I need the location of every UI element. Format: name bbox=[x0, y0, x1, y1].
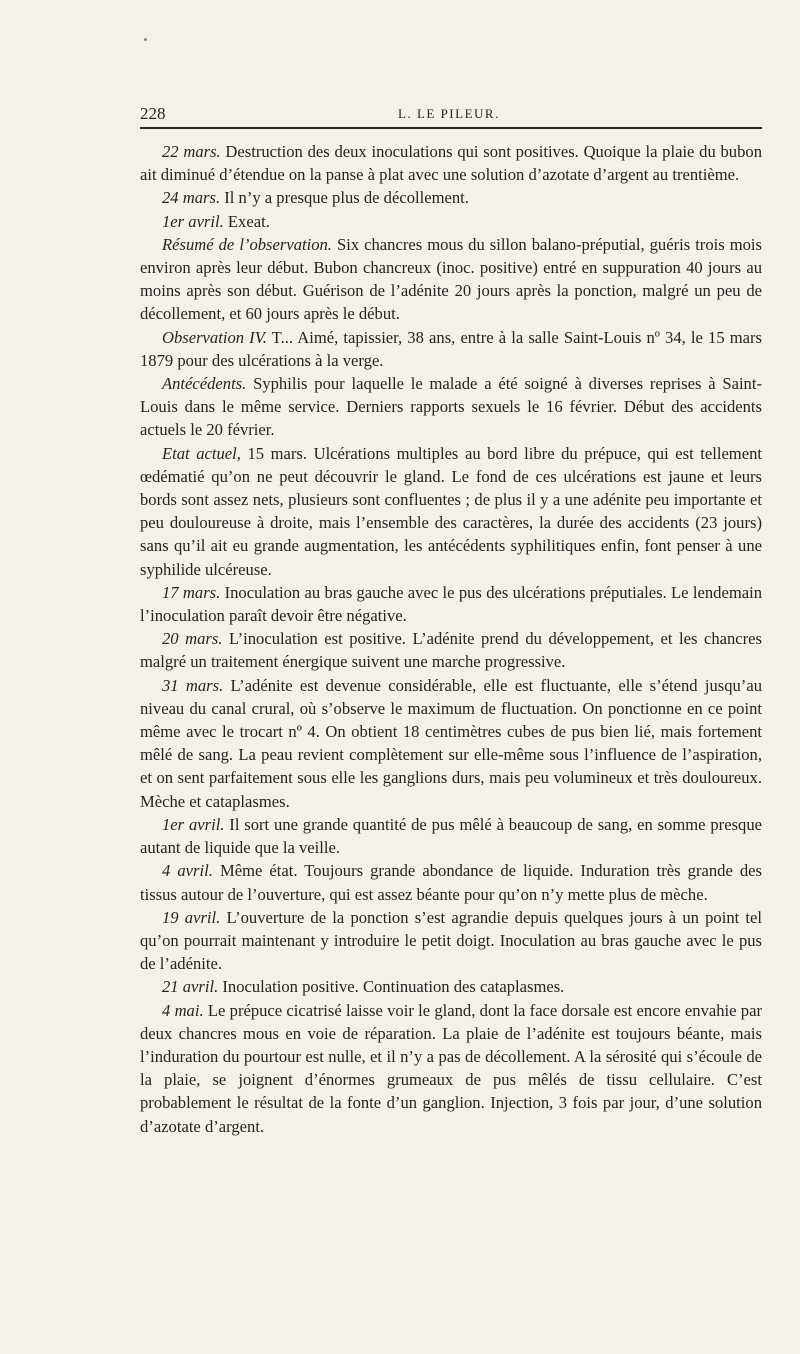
paragraph bbox=[140, 813, 762, 859]
paragraph-text: Destruction des deux inoculations qui sont positives. Quoique la plaie du bubon ait diminué d’étendue on la panse à plat avec une solution d’azotate d’argent au trentième. bbox=[140, 142, 762, 185]
paragraph-text: Il sort une grande quantité de pus mêlé à beaucoup de sang, en somme presque autant de liquide que la veille. bbox=[140, 814, 762, 858]
page-number: 228 bbox=[140, 104, 166, 123]
paragraph bbox=[140, 975, 762, 998]
paragraph-lead: Résumé de l’observation. bbox=[162, 234, 332, 254]
paragraph-text: Le prépuce cicatrisé laisse voir le gland, dont la face dorsale est encore envahie par deux chancres mous en voie de réparation. La plaie de l’adénite est toujours béante, mais l’induration du pourtour est nulle, et il n’y a pas de décollement. A la sérosité qui s’écoule de la plaie, se joignent d’énormes grumeaux de pus mêlés de tissu cellulaire. C’est probablement le résultat de la fonte d’un ganglion. Injection, 3 fois par jour, d’une solution d’azotate d’argent. bbox=[140, 1000, 762, 1136]
body-text bbox=[140, 140, 762, 1138]
paragraph bbox=[140, 859, 762, 905]
paragraph-text: Six chancres mous du sillon balano-préputial, guéris trois mois environ après leur début. Bubon chancreux (inoc. positive) entré en suppuration 40 jours au moins après son début. Guérison de l’adénite 20 jours après la ponction, malgré un peu de décollement, et 60 jours après le début. bbox=[140, 234, 762, 324]
header-rule bbox=[140, 127, 762, 129]
paragraph-text: T... Aimé, tapissier, 38 ans, entre à la salle Saint-Louis nº 34, le 15 mars 1879 pour des ulcérations à la verge. bbox=[140, 327, 762, 370]
paragraph-text: Il n’y a presque plus de décollement. bbox=[220, 188, 469, 208]
paragraph-text: Inoculation positive. Continuation des cataplasmes. bbox=[218, 977, 565, 997]
paragraph-text: L’adénite est devenue considérable, elle est fluctuante, elle s’étend jusqu’au niveau du canal crural, où s’observe le maximum de fluctuation. On ponctionne en ce point même avec le trocart nº 4. On obtient 18 centimètres cubes de pus bien lié, mais fortement mêlé de sang. La peau revient complètement sur elle-même sous l’influence de l’aspiration, et on sent parfaitement sous elle les ganglions durs, mais peu volumineux et très douloureux. Mèche et cataplasmes. bbox=[140, 675, 762, 811]
paragraph-lead: 1er avril. bbox=[162, 211, 224, 231]
running-head: L. LE PILEUR. bbox=[398, 106, 500, 121]
paragraph-lead: 24 mars. bbox=[162, 188, 221, 208]
paragraph bbox=[140, 186, 762, 209]
paragraph bbox=[140, 999, 762, 1138]
paragraph-text: Même état. Toujours grande abondance de liquide. Induration très grande des tissus autour de l’ouverture, qui est assez béante pour qu’on n’y mette plus de mèche. bbox=[140, 861, 763, 904]
paragraph-text: Inoculation au bras gauche avec le pus des ulcérations préputiales. Le lendemain l’inoculation paraît devoir être négative. bbox=[140, 582, 762, 626]
paragraph-lead: 31 mars. bbox=[162, 675, 224, 695]
paragraph-lead: Antécédents. bbox=[162, 374, 247, 394]
paragraph-lead: Etat actuel, bbox=[162, 443, 241, 463]
paragraph-lead: 17 mars. bbox=[162, 582, 221, 602]
paragraph-text: L’inoculation est positive. L’adénite prend du développement, et les chancres malgré un traitement énergique suivent une marche progressive. bbox=[140, 629, 762, 672]
paragraph-lead: 4 avril. bbox=[162, 861, 213, 881]
paragraph bbox=[140, 233, 762, 326]
page-header bbox=[140, 100, 762, 126]
paragraph-lead: 22 mars. bbox=[162, 142, 221, 161]
paragraph bbox=[140, 627, 762, 673]
paragraph bbox=[140, 442, 762, 581]
paragraph bbox=[140, 140, 762, 186]
paragraph-text: 15 mars. Ulcérations multiples au bord libre du prépuce, qui est tellement œdématié qu’on ne peut découvrir le gland. Le fond de ces ulcérations est jaune et leurs bords sont assez nets, plusieurs sont confluentes ; de plus il y a une adénite peu importante et peu douloureuse à droite, mais l’ensemble des caractères, la durée des accidents (23 jours) sans qu’il ait eu grande augmentation, les antécédents syphilitiques enfin, font penser à une syphilide ulcéreuse. bbox=[140, 443, 762, 579]
paragraph-lead: 21 avril. bbox=[162, 977, 219, 997]
paragraph-lead: 20 mars. bbox=[162, 629, 223, 649]
paragraph bbox=[140, 372, 762, 442]
paragraph-lead: 19 avril. bbox=[162, 907, 221, 927]
paragraph bbox=[140, 674, 762, 813]
paragraph bbox=[140, 906, 762, 976]
paragraph-lead: 4 mai. bbox=[162, 1000, 204, 1020]
paragraph bbox=[140, 326, 762, 372]
paragraph bbox=[140, 581, 762, 627]
paragraph-text: Exeat. bbox=[223, 211, 270, 231]
speck-mark bbox=[144, 38, 147, 41]
paragraph bbox=[140, 210, 762, 233]
paragraph-text: L’ouverture de la ponction s’est agrandie depuis quelques jours à un point tel qu’on pourrait maintenant y introduire le petit doigt. Inoculation au bras gauche avec le pus de l’adénite. bbox=[140, 907, 763, 974]
paragraph-lead: Observation IV. bbox=[162, 327, 267, 347]
paragraph-text: Syphilis pour laquelle le malade a été soigné à diverses reprises à Saint-Louis dans le même service. Derniers rapports sexuels le 16 février. Début des accidents actuels le 20 février. bbox=[140, 374, 762, 440]
paragraph-lead: 1er avril. bbox=[162, 814, 225, 834]
